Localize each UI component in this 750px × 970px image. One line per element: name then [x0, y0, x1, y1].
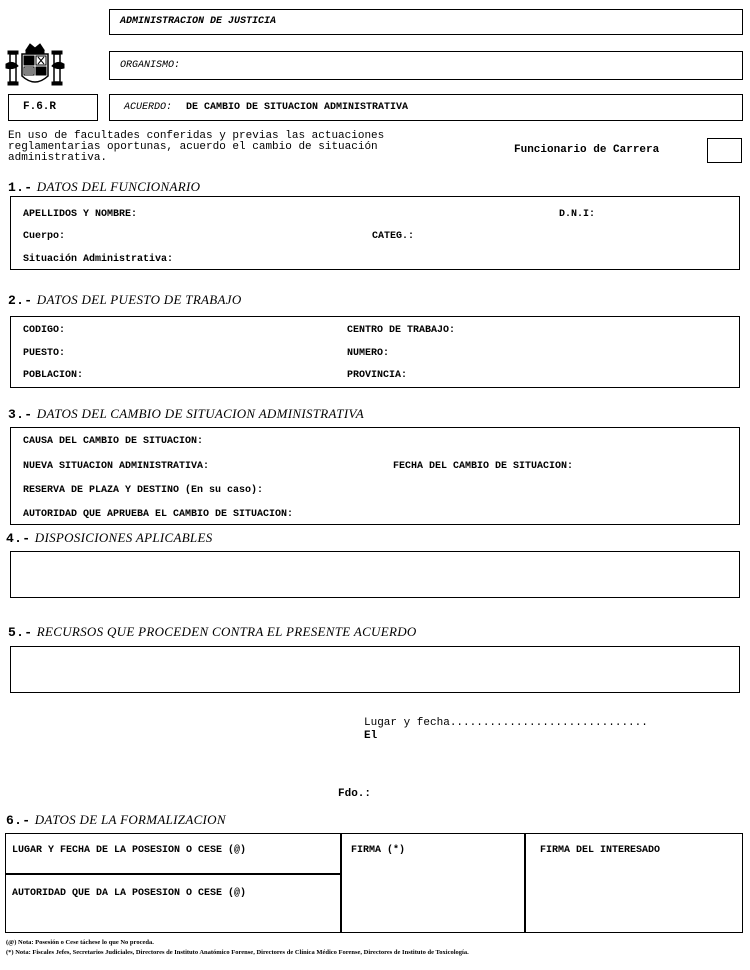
- section-5-title: [8, 624, 417, 640]
- reserva-label: RESERVA DE PLAZA Y DESTINO (En su caso):: [23, 485, 264, 496]
- intro-line-3: administrativa.: [8, 152, 108, 164]
- causa-label: CAUSA DEL CAMBIO DE SITUACION:: [23, 436, 204, 447]
- divider-vertical-2: [524, 834, 526, 932]
- intro-line-1: En uso de facultades conferidas y previas las actuaciones: [8, 130, 385, 142]
- categ-label: CATEG.:: [372, 231, 415, 242]
- section-3-title: [8, 406, 364, 422]
- cuerpo-label: Cuerpo:: [23, 231, 66, 242]
- divider-horizontal: [6, 873, 341, 875]
- header-acuerdo-box: [109, 94, 743, 121]
- section-2-title: [8, 292, 242, 308]
- checkbox-label: Funcionario de Carrera: [514, 144, 660, 156]
- nueva-situacion-label: NUEVA SITUACION ADMINISTRATIVA:: [23, 461, 210, 472]
- section-3-text: DATOS DEL CAMBIO DE SITUACION ADMINISTRATIVA: [36, 406, 364, 421]
- section-2-number: 2.-: [8, 293, 33, 308]
- note-1: (@) Nota: Posesión o Cese táchese lo que No proceda.: [6, 939, 154, 946]
- poblacion-label: POBLACION:: [23, 370, 84, 381]
- header-organismo: ORGANISMO:: [120, 60, 181, 71]
- fecha-cambio-label: FECHA DEL CAMBIO DE SITUACION:: [393, 461, 574, 472]
- section-6-text: DATOS DE LA FORMALIZACION: [34, 812, 226, 827]
- section-3-box[interactable]: [10, 427, 740, 525]
- section-1-box[interactable]: [10, 196, 740, 270]
- lugar-posesion-label[interactable]: LUGAR Y FECHA DE LA POSESION O CESE (@): [12, 845, 247, 856]
- header-administracion: ADMINISTRACION DE JUSTICIA: [120, 16, 277, 27]
- section-6-title: [6, 812, 226, 828]
- section-1-number: 1.-: [8, 180, 33, 195]
- section-5-number: 5.-: [8, 625, 33, 640]
- acuerdo-text: DE CAMBIO DE SITUACION ADMINISTRATIVA: [186, 102, 409, 113]
- section-4-box[interactable]: [10, 551, 740, 598]
- form-code: F.6.R: [23, 101, 57, 113]
- section-5-box[interactable]: [10, 646, 740, 693]
- header-administracion-box: [109, 9, 743, 35]
- section-5-text: RECURSOS QUE PROCEDEN CONTRA EL PRESENTE ACUERDO: [36, 624, 417, 639]
- section-2-text: DATOS DEL PUESTO DE TRABAJO: [36, 292, 242, 307]
- section-3-number: 3.-: [8, 407, 33, 422]
- puesto-label: PUESTO:: [23, 348, 66, 359]
- section-1-title: [8, 179, 200, 195]
- autoridad-aprueba-label: AUTORIDAD QUE APRUEBA EL CAMBIO DE SITUACION:: [23, 509, 294, 520]
- intro-text: [8, 131, 468, 164]
- section-4-title: [6, 530, 213, 546]
- section-6-number: 6.-: [6, 813, 31, 828]
- divider-vertical-1: [340, 834, 342, 932]
- intro-line-2: reglamentarias oportunas, acuerdo el cambio de situación: [8, 141, 378, 153]
- dni-label: D.N.I:: [559, 209, 596, 220]
- firma-interesado-label[interactable]: FIRMA DEL INTERESADO: [540, 845, 661, 856]
- section-2-box[interactable]: [10, 316, 740, 388]
- section-4-number: 4.-: [6, 531, 31, 546]
- coat-of-arms-icon: [4, 42, 66, 92]
- lugar-fecha-label: Lugar y fecha..............................: [364, 717, 648, 729]
- el-label: El: [364, 730, 378, 742]
- numero-label: NUMERO:: [347, 348, 390, 359]
- centro-label: CENTRO DE TRABAJO:: [347, 325, 456, 336]
- fdo-label: Fdo.:: [338, 788, 372, 800]
- section-1-text: DATOS DEL FUNCIONARIO: [36, 179, 201, 194]
- codigo-label: CODIGO:: [23, 325, 66, 336]
- acuerdo-label: ACUERDO:: [124, 102, 173, 113]
- apellidos-label: APELLIDOS Y NOMBRE:: [23, 209, 138, 220]
- firma-label[interactable]: FIRMA (*): [351, 845, 406, 856]
- header-organismo-box[interactable]: [109, 51, 743, 80]
- funcionario-carrera-checkbox[interactable]: [707, 138, 742, 163]
- situacion-label: Situación Administrativa:: [23, 254, 174, 265]
- section-6-table: [5, 833, 743, 933]
- provincia-label: PROVINCIA:: [347, 370, 408, 381]
- autoridad-posesion-label[interactable]: AUTORIDAD QUE DA LA POSESION O CESE (@): [12, 888, 247, 899]
- form-code-box: [8, 94, 98, 121]
- note-2: (*) Nota: Fiscales Jefes, Secretarios Judiciales, Directores de Instituto Anatómico Forense, Directores de Clínica Médico Forense, Directores de Instituto de Toxicología.: [6, 949, 469, 956]
- section-4-text: DISPOSICIONES APLICABLES: [34, 530, 213, 545]
